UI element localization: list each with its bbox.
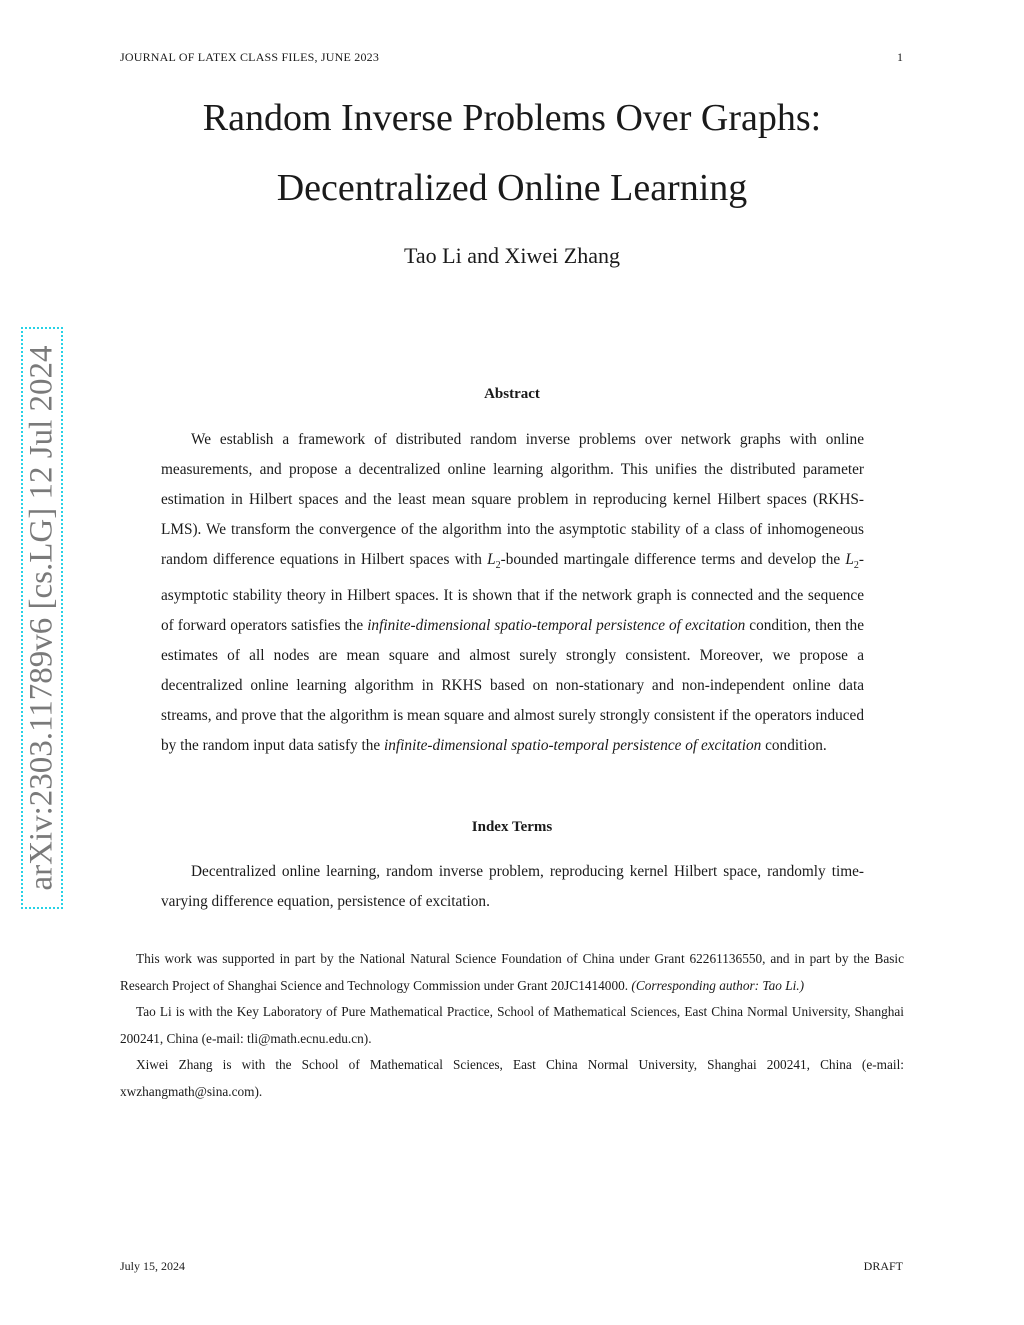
page-number: 1 [897,50,903,64]
footnotes [120,946,904,1105]
math-l2: $L_2$ [487,551,501,572]
emphasis-persistence: infinite-dimensional spatio-temporal persistence of excitation [384,737,762,755]
paper-title-line-2: Decentralized Online Learning [276,167,748,209]
math-l2: $L_2$ [845,551,859,572]
running-header: JOURNAL OF LATEX CLASS FILES, JUNE 2023 [120,50,380,64]
index-terms-heading: Index Terms [471,819,553,835]
authors: Tao Li and Xiwei Zhang [404,243,620,268]
corresponding-author-note: (Corresponding author: Tao Li.) [631,977,805,993]
footer-status: DRAFT [863,1259,903,1273]
abstract-heading: Abstract [484,386,540,402]
footer-date: July 15, 2024 [120,1259,186,1273]
abstract-text: We establish a framework of distributed random inverse problems over network graphs with online measurements, and propose a decentralized online learning algorithm. This unifies the distributed parameter estimation in Hilbert spaces and the least mean square problem in reproducing kernel Hilbert spaces (RKHS-LMS). We transform the convergence of the algorithm into the asymptotic stability of a class of inhomogeneous random difference equations in Hilbert spaces with $L_2$-bounded martingale difference terms and develop the $L_2$-asymptotic stability theory in Hilbert spaces. It is shown that if the network graph is connected and the sequence of forward operators satisfies the infinite-dimensional spatio-temporal persistence of excitation condition, then the estimates of all nodes are mean square and almost surely strongly consistent. Moreover, we propose a decentralized online learning algorithm in RKHS based on non-stationary and non-independent online data streams, and prove that the algorithm is mean square and almost surely strongly consistent if the operators induced by the random input data satisfy the infinite-dimensional spatio-temporal persistence of excitation condition. [161,431,864,755]
paper-title-line-1: Random Inverse Problems Over Graphs: [202,97,822,139]
author-affiliation-2: Xiwei Zhang is with the School of Mathematical Sciences, East China Normal University, Shanghai 200241, China (e-mail: xwzhangmath@sina.com). [120,1057,904,1099]
index-terms-text: Decentralized online learning, random inverse problem, reproducing kernel Hilbert space, randomly time-varying difference equation, persistence of excitation. [161,863,864,910]
author-affiliation-1: Tao Li is with the Key Laboratory of Pure Mathematical Practice, School of Mathematical Sciences, East China Normal University, Shanghai 200241, China (e-mail: tli@math.ecnu.edu.cn). [120,1004,904,1046]
emphasis-persistence: infinite-dimensional spatio-temporal persistence of excitation [367,617,746,635]
funding-note: This work was supported in part by the National Natural Science Foundation of China under Grant 62261136550, and in part by the Basic Research Project of Shanghai Science and Technology Commission under Grant 20JC1414000. (Corresponding author: Tao Li.) [120,951,904,993]
arxiv-identifier: arXiv:2303.11789v6 [cs.LG] 12 Jul 2024 [23,345,60,891]
